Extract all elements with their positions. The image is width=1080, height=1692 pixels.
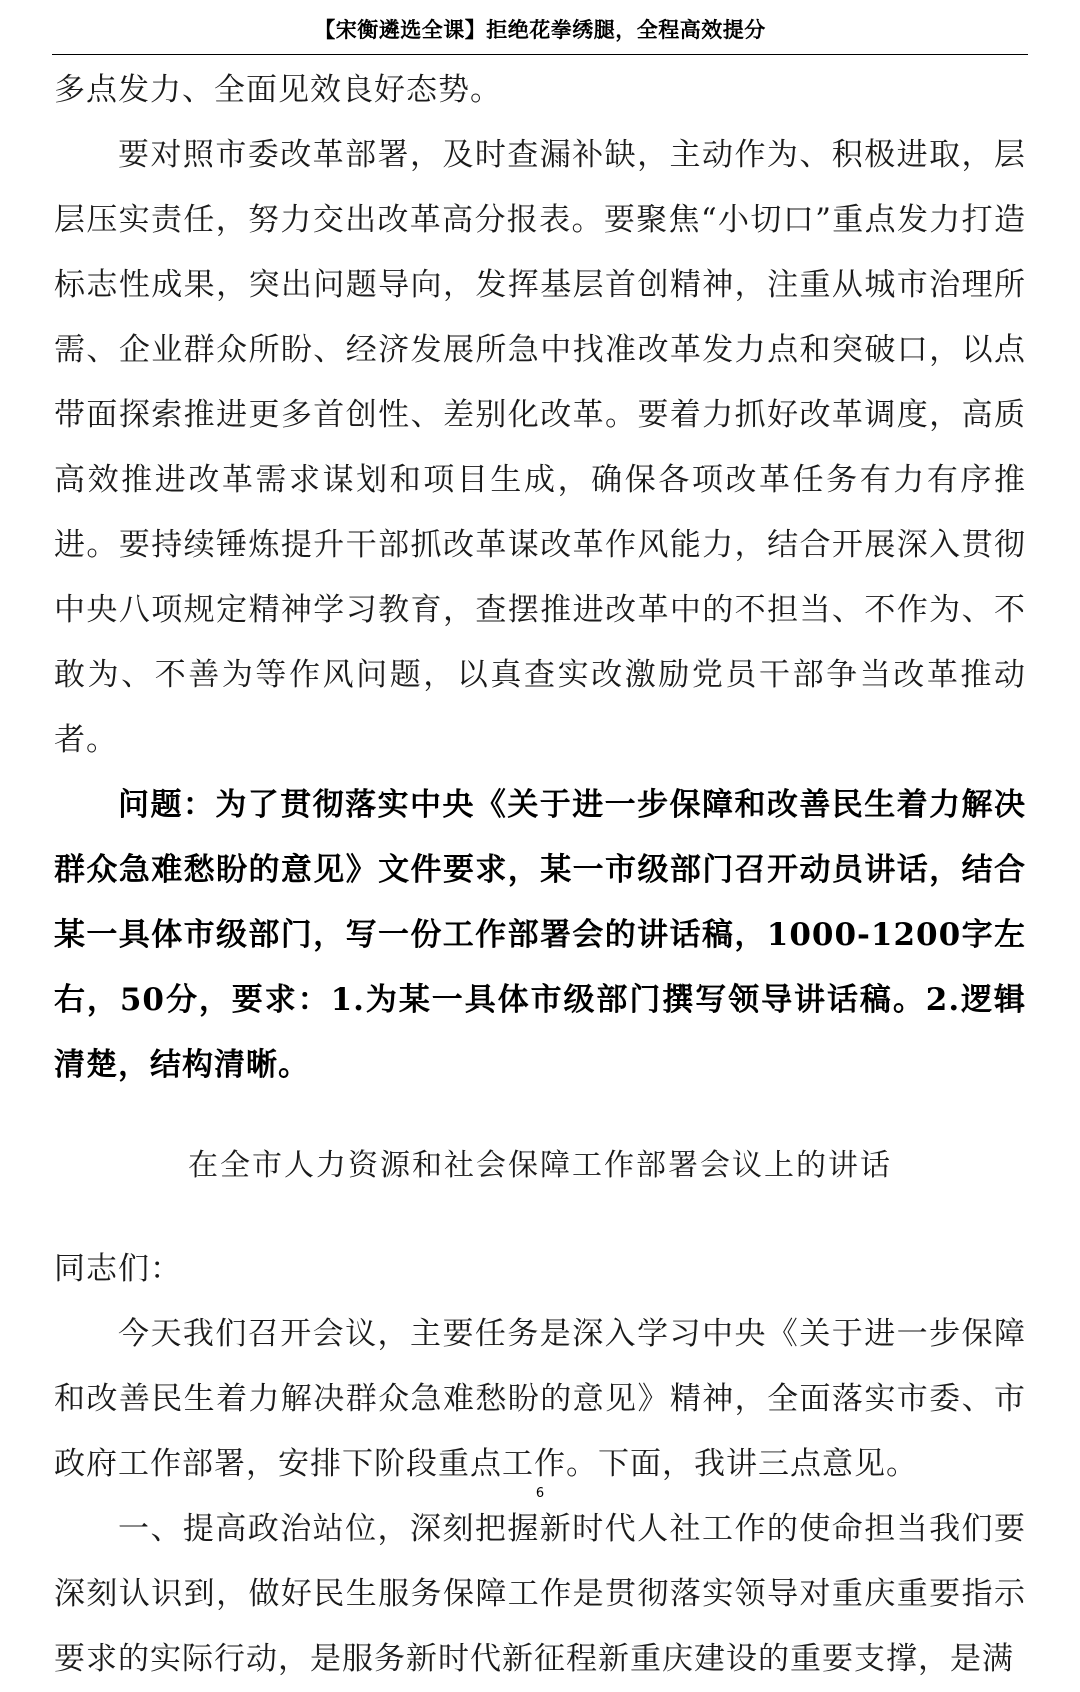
paragraph-opening: 今天我们召开会议，主要任务是深入学习中央《关于进一步保障和改善民生着力解决群众急难愁盼的意见》精神，全面落实市委、市政府工作部署，安排下阶段重点工作。下面，我讲三点意见。 <box>54 1316 1026 1482</box>
question-paragraph: 问题：为了贯彻落实中央《关于进一步保障和改善民生着力解决群众急难愁盼的意见》文件要求，某一市级部门召开动员讲话，结合某一具体市级部门，写一份工作部署会的讲话稿，1000-1200字左右，50分，要求：1.为某一具体市级部门撰写领导讲话稿。2.逻辑清楚，结构清晰。 <box>54 787 1026 1083</box>
speech-title: 在全市人力资源和社会保障工作部署会议上的讲话 <box>188 1148 892 1183</box>
page-header: 【宋衡遴选全课】拒绝花拳绣腿，全程高效提分 <box>314 18 766 42</box>
paragraph-reform: 要对照市委改革部署，及时查漏补缺，主动作为、积极进取，层层压实责任，努力交出改革高分报表。要聚焦“小切口”重点发力打造标志性成果，突出问题导向，发挥基层首创精神，注重从城市治理所需、企业群众所盼、经济发展所急中找准改革发力点和突破口，以点带面探索推进更多首创性、差别化改革。要着力抓好改革调度，高质高效推进改革需求谋划和项目生成，确保各项改革任务有力有序推进。要持续锤炼提升干部抓改革谋改革作风能力，结合开展深入贯彻中央八项规定精神学习教育，查摆推进改革中的不担当、不作为、不敢为、不善为等作风问题，以真查实改激励党员干部争当改革推动者。 <box>54 137 1026 758</box>
page-number: 6 <box>535 1486 545 1501</box>
paragraph-continuation: 多点发力、全面见效良好态势。 <box>54 72 502 108</box>
paragraph-section-one: 一、提高政治站位，深刻把握新时代人社工作的使命担当我们要深刻认识到，做好民生服务保障工作是贯彻落实领导对重庆重要指示要求的实际行动，是服务新时代新征程新重庆建设的重要支撑，是满 <box>54 1511 1026 1677</box>
document-body <box>54 58 1026 1692</box>
salutation: 同志们： <box>54 1251 182 1287</box>
spacer <box>54 1198 1026 1237</box>
header-divider <box>52 54 1028 55</box>
spacer <box>54 1098 1026 1133</box>
